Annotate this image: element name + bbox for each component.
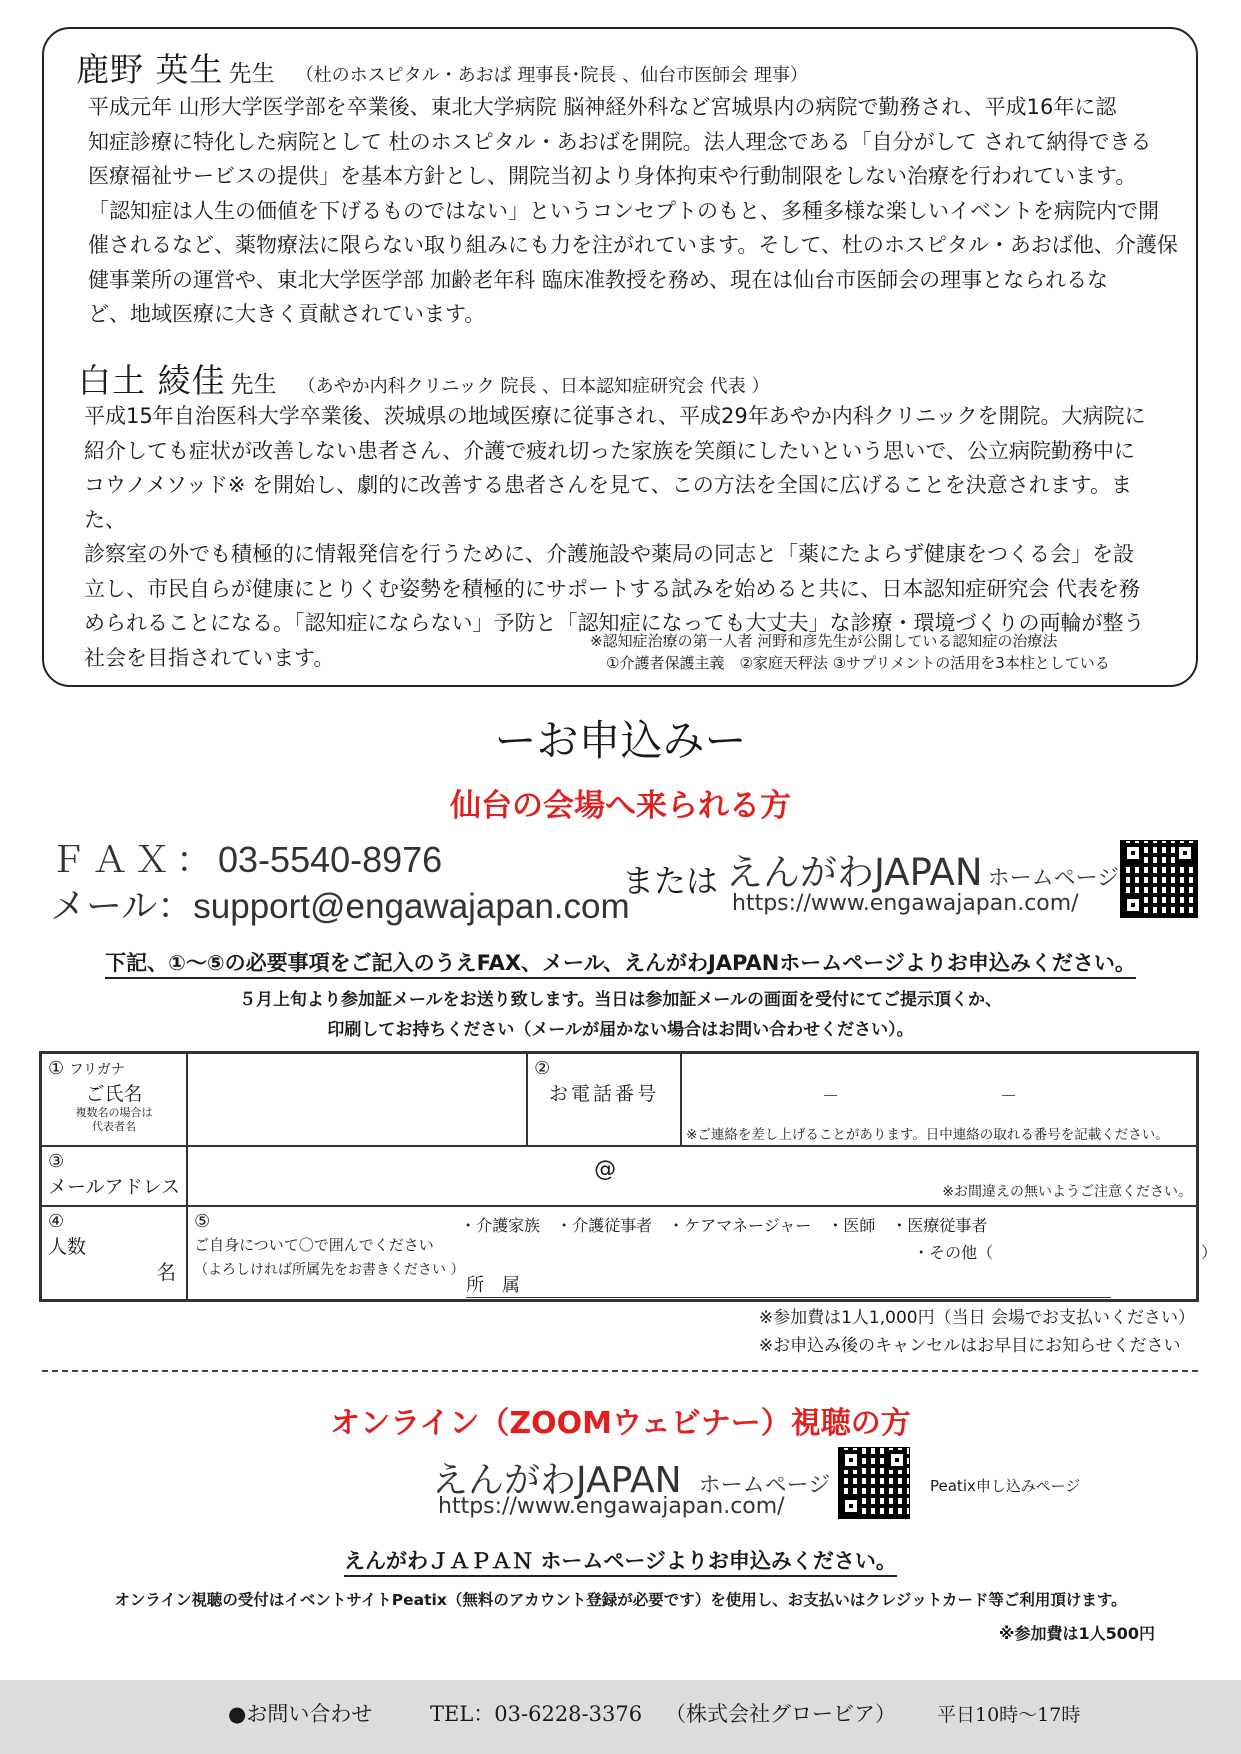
contact-hours: 平日10時～17時 [937, 1704, 1081, 1726]
bio-line: められることになる。「認知症にならない」予防と「認知症になっても大丈夫」な診療・環境づくりの両輪が整う [84, 611, 1145, 635]
peatix-label: Peatix申し込みページ [930, 1477, 1081, 1495]
mail-line [50, 878, 630, 929]
bio-line: 催されるなど、薬物療法に限らない取り組みにも力を注がれています。そして、杜のホスピタル・あおば他、介護保 [88, 233, 1178, 257]
online-instruction [0, 1545, 1241, 1575]
name-label-cell [41, 1053, 188, 1146]
fax-label: ＦＡＸ： [50, 840, 219, 881]
phone-label-cell [527, 1053, 681, 1146]
bio-line: 平成15年自治医科大学卒業後、茨城県の地域医療に従事され、平成29年あやか内科クリニックを開院。大病院に [84, 404, 1146, 428]
item-number-5: ⑤ [194, 1210, 211, 1232]
online-site-suffix: ホームページ [698, 1473, 831, 1498]
bio-line: 医療福祉サービスの提供」を基本方針とし、開院当初より身体拘束や行動制限をしない治療を行われています。 [88, 164, 1137, 188]
bio-line: 診察室の外でも積極的に情報発信を行うために、介護施設や薬局の同志と「薬にたよらず健康をつくる会」を設 [84, 542, 1134, 566]
phone-note: ※ご連絡を差し上げることがあります。日中連絡の取れる番号を記載ください。 [686, 1126, 1169, 1143]
online-site-url[interactable]: https://www.engawajapan.com/ [438, 1494, 785, 1519]
attribute-cell[interactable] [187, 1206, 1218, 1301]
fax-line [50, 832, 442, 883]
venue-fee-notes [759, 1304, 1195, 1360]
name-note-1: 複数名の場合は [75, 1106, 153, 1119]
contact-tel[interactable]: TEL：03-6228-3376 [430, 1702, 643, 1726]
doctor-1-role: （杜のホスピタル・あおば 理事長･院長 、仙台市医師会 理事） [295, 65, 808, 86]
self-instruction-1: ご自身について〇で囲んでください [194, 1235, 434, 1254]
apply-notice-line-1: ５月上旬より参加証メールをお送り致します。当日は参加証メールの画面を受付にてご提示頂くか、 [239, 990, 1002, 1010]
self-instruction-2: （よろしければ所属先をお書きください ） [194, 1261, 465, 1278]
item-number-2: ② [534, 1058, 551, 1079]
apply-instruction [0, 947, 1241, 977]
bio-line: 紹介しても症状が改善しない患者さん、介護で疲れ切った家族を笑顔にしたいという思いで、公立病院勤務中に [84, 438, 1135, 463]
doctor-1-heading [76, 44, 808, 91]
apply-notice-line-2: 印刷してお持ちください（メールが届かない場合はお問い合わせください）。 [327, 1020, 914, 1040]
phone-input[interactable] [681, 1053, 1197, 1146]
venue-title: 仙台の会場へ来られる方 [450, 788, 791, 824]
bio-line: 立し、市民自らが健康にとりくむ姿勢を積極的にサポートする試みを始めると共に、日本認知症研究会 代表を務 [84, 576, 1141, 601]
footnote-line-2: ①介護者保護主義 ②家庭天秤法 ③サプリメントの活用を3本柱としている [606, 654, 1110, 672]
footnote [590, 630, 1110, 674]
contact-company: （株式会社グロービア） [665, 1702, 896, 1726]
doctor-2-suffix: 先生 [230, 372, 277, 398]
item-number-3: ③ [48, 1150, 65, 1172]
qr-code-site[interactable] [1120, 840, 1198, 918]
email-note: ※お間違えの無いようご注意ください。 [942, 1183, 1192, 1200]
mail-label: メール： [50, 886, 194, 927]
name-input[interactable] [187, 1053, 527, 1146]
venue-fee: ※参加費は1人1,000円（当日 会場でお支払いください） [758, 1308, 1195, 1328]
furigana-label: フリガナ [69, 1062, 125, 1078]
doctor-1-name: 鹿野 英生 [76, 50, 224, 89]
affiliation-field[interactable] [466, 1271, 1111, 1298]
bio-line: 社会を目指されています。 [84, 645, 335, 670]
count-label: 人数 [48, 1235, 87, 1258]
name-label: ご氏名 [85, 1083, 143, 1105]
application-form [39, 1051, 1218, 1302]
count-label-cell [41, 1206, 188, 1301]
online-site-name: えんがわJAPAN [432, 1460, 682, 1501]
count-unit: 名 [156, 1260, 177, 1284]
attribute-other[interactable]: ・その他（ ） [913, 1242, 1218, 1262]
site-name: えんがわJAPAN [726, 851, 983, 894]
doctor-1-suffix: 先生 [228, 61, 275, 87]
bio-line: 健事業所の運営や、東北大学医学部 加齢老年科 臨床准教授を務め、現在は仙台市医師会の理事となられるな [88, 267, 1109, 292]
mail-address[interactable]: support@engawajapan.com [193, 887, 630, 926]
doctor-1-bio [88, 90, 1178, 332]
contact-label: ●お問い合わせ [228, 1702, 373, 1726]
section-divider [42, 1370, 1198, 1372]
online-title: オンライン（ZOOMウェビナー）視聴の方 [330, 1406, 911, 1441]
phone-dash-1: － [822, 1087, 840, 1107]
online-notice: オンライン視聴の受付はイベントサイトPeatix（無料のアカウント登録が必要です）を使用し、お支払いはクレジットカード等ご利用頂けます。 [114, 1591, 1127, 1609]
apply-instruction-text: 下記、①～⑤の必要事項をご記入のうえFAX、メール、えんがわJAPANホームページよりお申込みください。 [105, 951, 1136, 979]
apply-notice [0, 985, 1241, 1045]
or-text: または [622, 862, 719, 900]
fax-number: 03-5540-8976 [218, 839, 443, 880]
footnote-line-1: ※認知症治療の第一人者 河野和彦先生が公開している認知症の治療法 [590, 632, 1058, 650]
online-fee: ※参加費は1人500円 [998, 1624, 1155, 1643]
email-at-sign: @ [594, 1156, 617, 1182]
site-name-line [726, 842, 1119, 896]
doctor-2-role: （あやか内科クリニック 院長 、日本認知症研究会 代表 ） [297, 376, 770, 397]
site-suffix: ホームページ [987, 866, 1120, 891]
email-input[interactable] [187, 1146, 1197, 1206]
site-url[interactable]: https://www.engawajapan.com/ [732, 891, 1079, 916]
bio-line: 平成元年 山形大学医学部を卒業後、東北大学病院 脳神経外科など宮城県内の病院で勤務され、平成16年に認 [88, 95, 1117, 119]
doctor-2-heading [78, 355, 770, 402]
email-label: メールアドレス [48, 1175, 181, 1198]
name-note-2: 代表者名 [92, 1120, 137, 1133]
bio-line: 知症診療に特化した病院として 杜のホスピタル・あおばを開院。法人理念である「自分がして されて納得できる [88, 129, 1152, 154]
cancel-note: ※お申込み後のキャンセルはお早目にお知らせください [758, 1336, 1181, 1356]
attribute-options[interactable]: ・介護家族 ・介護従事者 ・ケアマネージャー ・医師 ・医療従事者 [460, 1215, 988, 1235]
doctor-2-name: 白土 綾佳 [78, 361, 226, 400]
bio-line: コウノメソッド※ を開始し、劇的に改善する患者さんを見て、この方法を全国に広げることを決意されます。また、 [84, 473, 1133, 532]
online-instruction-text: えんがわＪＡＰＡＮ ホームページよりお申込みください。 [344, 1549, 897, 1577]
item-number-4: ④ [48, 1210, 65, 1232]
item-number-1: ① [48, 1058, 65, 1079]
bio-line: ど、地域医療に大きく貢献されています。 [88, 302, 486, 326]
apply-heading: ーお申込みー [494, 716, 747, 765]
phone-dash-2: － [1000, 1087, 1018, 1107]
phone-label: お電話番号 [549, 1083, 660, 1105]
email-label-cell [41, 1146, 188, 1206]
affiliation-label: 所 属 [466, 1274, 521, 1296]
bio-line: 「認知症は人生の価値を下げるものではない」というコンセプトのもと、多種多様な楽しいイベントを病院内で開 [88, 198, 1159, 223]
qr-code-peatix[interactable] [838, 1447, 910, 1519]
